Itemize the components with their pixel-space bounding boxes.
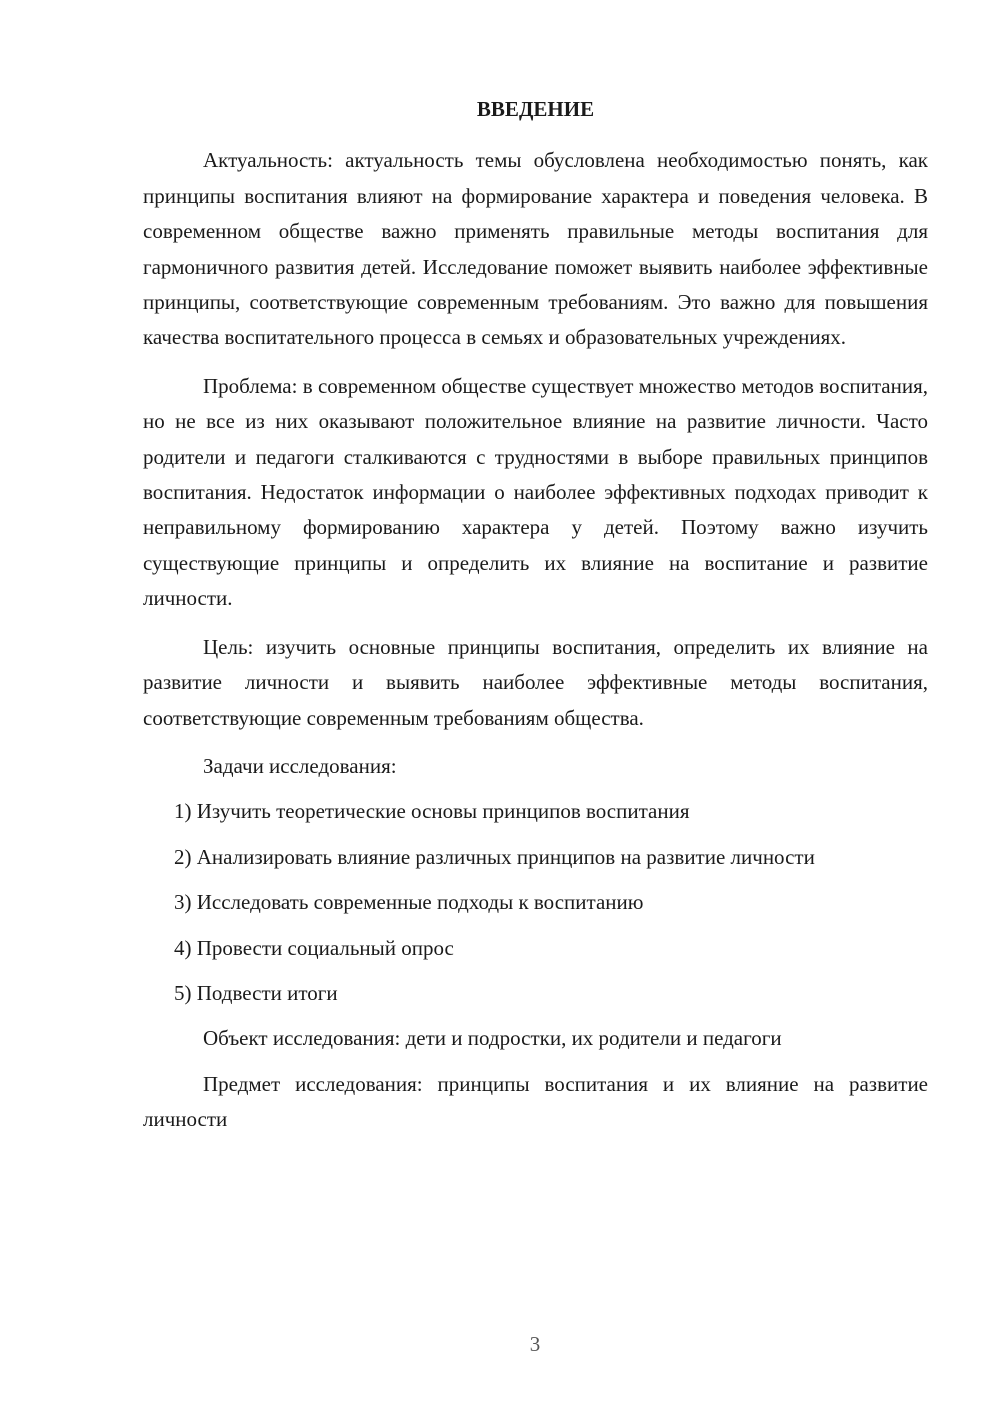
research-object: Объект исследования: дети и подростки, их родители и педагоги [203,1026,782,1051]
document-page [143,92,928,1151]
tasks-list [143,794,928,1011]
research-subject: Предмет исследования: принципы воспитания и их влияние на развитие личности [143,1071,928,1132]
list-item: 5) Подвести итоги [174,980,338,1005]
tasks-heading: Задачи исследования: [203,753,397,778]
relevance-paragraph: Актуальность: актуальность темы обусловлена необходимостью понять, как принципы воспитания влияют на формирование характера и поведения человека. В современном обществе важно применять правильные методы воспитания для гармоничного развития детей. Исследование поможет выявить наиболее эффективные принципы, соответствующие современным требованиям. Это важно для повышения качества воспитательного процесса в семьях и образовательных учреждениях. [143,148,928,350]
page-number: 3 [529,1332,541,1356]
list-item: 4) Провести социальный опрос [174,935,454,960]
page-title: ВВЕДЕНИЕ [476,97,595,121]
list-item: 1) Изучить теоретические основы принципов воспитания [174,799,690,824]
list-item: 2) Анализировать влияние различных принципов на развитие личности [174,844,815,869]
goal-paragraph: Цель: изучить основные принципы воспитания, определить их влияние на развитие личности и выявить наиболее эффективные методы воспитания, соответствующие современным требованиям общества. [143,634,928,730]
problem-paragraph: Проблема: в современном обществе существует множество методов воспитания, но не все из них оказывают положительное влияние на развитие личности. Часто родители и педагоги сталкиваются с трудностями в выборе правильных принципов воспитания. Недостаток информации о наиболее эффективных подходах приводит к неправильному формированию характера у детей. Поэтому важно изучить существующие принципы и определить их влияние на воспитание и развитие личности. [143,373,928,611]
list-item: 3) Исследовать современные подходы к воспитанию [174,890,644,915]
